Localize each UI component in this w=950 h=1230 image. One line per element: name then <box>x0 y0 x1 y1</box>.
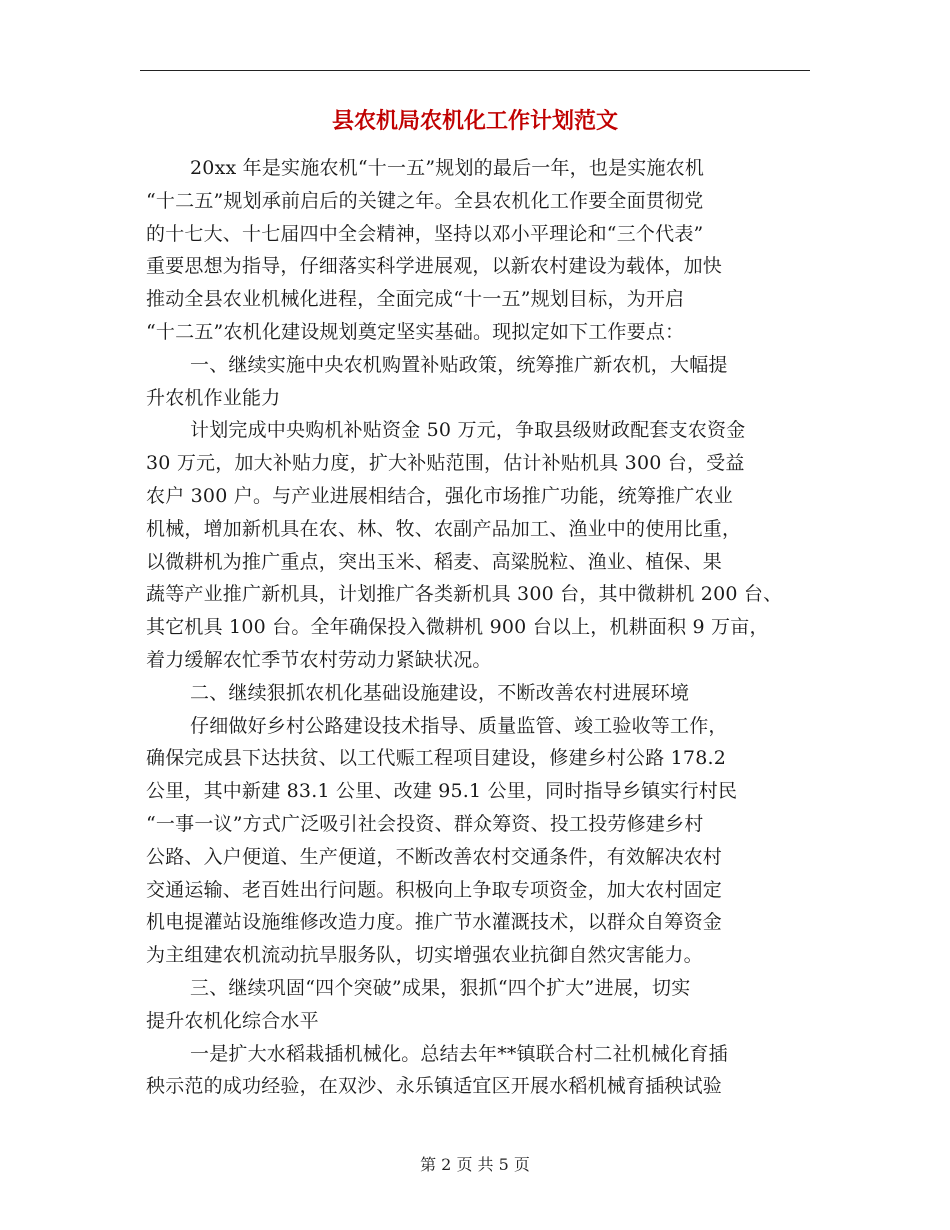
page-footer: 第 2 页 共 5 页 <box>420 1155 530 1174</box>
body-line: 推动全县农业机械化进程，全面完成“十一五”规划目标，为开启 <box>146 288 685 311</box>
body-line: 计划完成中央购机补贴资金 50 万元，争取县级财政配套支农资金 <box>190 419 746 442</box>
body-line: 的十七大、十七届四中全会精神，坚持以邓小平理论和“三个代表” <box>146 222 704 245</box>
body-line: 农户 300 户。与产业进展相结合，强化市场推广功能，统筹推广农业 <box>146 484 733 507</box>
section-heading-3: 三、继续巩固“四个突破”成果，狠抓“四个扩大”进展，切实 <box>190 976 691 999</box>
body-line: 确保完成县下达扶贫、以工代赈工程项目建设，修建乡村公路 178.2 <box>146 747 727 770</box>
section-heading-1-cont: 升农机作业能力 <box>146 386 281 409</box>
body-line: 交通运输、老百姓出行问题。积极向上争取专项资金，加大农村固定 <box>146 878 723 901</box>
document-title: 县农机局农机化工作计划范文 <box>331 109 618 134</box>
body-line: 以微耕机为推广重点，突出玉米、稻麦、高粱脱粒、渔业、植保、果 <box>146 550 723 573</box>
body-line: “十二五”农机化建设规划奠定坚实基础。现拟定如下工作要点： <box>146 320 685 343</box>
body-line: 机械，增加新机具在农、林、牧、农副产品加工、渔业中的使用比重， <box>146 517 742 540</box>
body-line: 公路、入户便道、生产便道，不断改善农村交通条件，有效解决农村 <box>146 845 723 868</box>
body-line: 公里，其中新建 83.1 公里、改建 95.1 公里，同时指导乡镇实行村民 <box>146 780 738 803</box>
section-heading-2: 二、继续狠抓农机化基础设施建设，不断改善农村进展环境 <box>190 681 690 704</box>
body-line: “十二五”规划承前启后的关键之年。全县农机化工作要全面贯彻党 <box>146 189 704 212</box>
body-line: 秧示范的成功经验，在双沙、永乐镇适宜区开展水稻机械育插秧试验 <box>146 1075 723 1098</box>
section-heading-3-cont: 提升农机化综合水平 <box>146 1009 319 1032</box>
body-line: 仔细做好乡村公路建设技术指导、质量监管、竣工验收等工作， <box>190 714 728 737</box>
body-line: 着力缓解农忙季节农村劳动力紧缺状况。 <box>146 648 492 671</box>
body-line: 重要思想为指导，仔细落实科学进展观，以新农村建设为载体，加快 <box>146 255 723 278</box>
body-line: 其它机具 100 台。全年确保投入微耕机 900 台以上，机耕面积 9 万亩， <box>146 616 769 639</box>
body-line: 为主组建农机流动抗旱服务队，切实增强农业抗御自然灾害能力。 <box>146 944 703 967</box>
body-line: 蔬等产业推广新机具，计划推广各类新机具 300 台，其中微耕机 200 台、 <box>146 583 783 606</box>
body-line: 一是扩大水稻栽插机械化。总结去年**镇联合村二社机械化育插 <box>190 1042 728 1065</box>
body-line: 机电提灌站设施维修改造力度。推广节水灌溉技术，以群众自筹资金 <box>146 911 723 934</box>
body-line: 30 万元，加大补贴力度，扩大补贴范围，估计补贴机具 300 台，受益 <box>146 452 745 475</box>
document-body <box>146 152 846 1103</box>
header-rule <box>140 70 810 71</box>
section-heading-1: 一、继续实施中央农机购置补贴政策，统筹推广新农机，大幅提 <box>190 353 728 376</box>
body-line: “一事一议”方式广泛吸引社会投资、群众筹资、投工投劳修建乡村 <box>146 812 704 835</box>
body-line: 20xx 年是实施农机“十一五”规划的最后一年，也是实施农机 <box>190 157 705 179</box>
